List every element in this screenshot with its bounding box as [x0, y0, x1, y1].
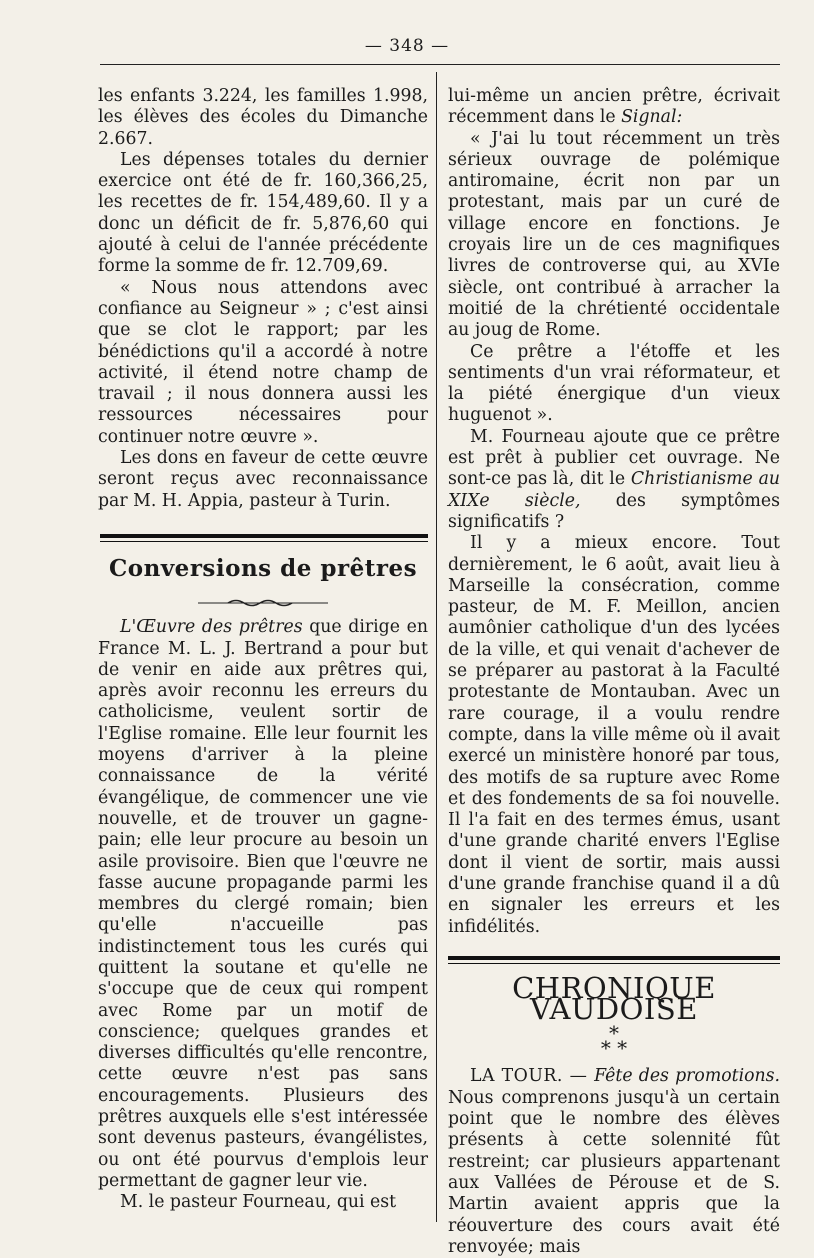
- italic-text: Signal:: [621, 107, 683, 128]
- section-rule-thin: [100, 541, 428, 542]
- paragraph: Ce prêtre a l'étoffe et les sentiments d'un vrai réformateur, et la piété énergique d'un vieux huguenot ».: [448, 341, 780, 426]
- paragraph: M. le pasteur Fourneau, qui est: [120, 1192, 397, 1213]
- ornament-divider: [98, 593, 428, 603]
- section-title: Conversions de prêtres: [108, 554, 418, 582]
- column-divider: [436, 72, 437, 1222]
- paragraph: Les dépenses totales du dernier exercice ont été de fr. 160,366,25, les recettes de fr. 154,489,60. Il y a donc un déficit de fr. 5,876,60 qui ajouté à celui de l'année précédente forme la somme de fr. 12.709,69.: [98, 149, 428, 277]
- paragraph: [448, 1066, 780, 1258]
- paragraph-text: lui-même un ancien prêtre, écrivait récemment dans le: [448, 86, 780, 128]
- paragraph-text: M. Fourneau ajoute que ce prêtre est prêt à publier cet ouvrage. Ne sont-ce pas là, dit le: [448, 426, 780, 490]
- place-name: LA TOUR. —: [470, 1066, 595, 1087]
- section-rule-thick: [448, 956, 780, 960]
- italic-text: Christianisme au XIXe siècle,: [448, 469, 780, 511]
- header-rule: [100, 64, 780, 65]
- paragraph: « Nous nous attendons avec confiance au Seigneur » ; c'est ainsi que se clot le rapport; par les bénédictions qu'il a accordé à notre activité, il étend notre champ de travail ; il nous donnera aussi les ressources nécessaires pour continuer notre œuvre ».: [98, 277, 428, 447]
- paragraph: « J'ai lu tout récemment un très sérieux ouvrage de polémique antiromaine, écrit non par un protestant, mais par un curé de village encore en fonctions. Je croyais lire un de ces magnifiques livres de controverse qui, au XVIe siècle, ont contribué à arracher la moitié de la chrétienté occidentale au joug de Rome.: [448, 128, 780, 341]
- paragraph: Les dons en faveur de cette œuvre seront reçus avec reconnaissance par M. H. Appia, pasteur à Turin.: [98, 448, 428, 511]
- paragraph: [98, 617, 428, 1192]
- paragraph: les enfants 3.224, les familles 1.998, les élèves des écoles du Dimanche 2.667.: [98, 86, 428, 149]
- italic-text: Fête des promotions.: [594, 1066, 780, 1087]
- paragraph: Il y a mieux encore. Tout dernièrement, le 6 août, avait lieu à Marseille la consécration, comme pasteur, de M. F. Meillon, ancien aumônier catholique d'un des lycées de la ville, et qui venait d'achever de se préparer au pastorat à la Faculté protestante de Montauban. Avec un rare courage, il a voulu rendre compte, dans la ville même où il avait exercé un ministère honoré par tous, des motifs de sa rupture avec Rome et des fondements de sa foi nouvelle. Il l'a fait en des termes émus, usant d'une grande charité envers l'Eglise dont il vient de sortir, mais aussi d'une grande franchise quand il a dû en signaler les erreurs et les infidélités.: [448, 533, 780, 937]
- italic-text: L'Œuvre des prêtres: [120, 617, 303, 638]
- paragraph: [448, 86, 780, 129]
- paragraph-text: Nous comprenons jusqu'à un certain point que le nombre des élèves présents à cette solennité fût restreint; car plusieurs appartenant aux Vallées de Pérouse et de S. Martin avaient appris que la réouverture des cours avait été renvoyée; mais: [448, 1087, 780, 1257]
- paragraph: [448, 427, 780, 533]
- asterism: * * *: [600, 1021, 628, 1061]
- chronique-title: CHRONIQUE VAUDOISE: [512, 970, 716, 1027]
- section-rule-thin: [448, 963, 780, 964]
- paragraph-text: que dirige en France M. L. J. Bertrand a pour but de venir en aide aux prêtres qui, après avoir reconnu les erreurs du catholicisme, veulent sortir de l'Eglise romaine. Elle leur fournit les moyens d'arriver à la pleine connaissance de la vérité évangélique, de commencer une vie nouvelle, et de trouver un gagne-pain; elle leur procure au besoin un asile provisoire. Bien que l'œuvre ne fasse aucune propagande parmi les membres du clergé romain; bien qu'elle n'accueille pas indistinctement tous les curés qui quittent la soutane et qu'elle ne s'occupe que de ceux qui rompent avec Rome par un motif de conscience; quelques grandes et diverses difficultés qu'elle rencontre, cette œuvre n'est pas sans encouragements. Plusieurs des prêtres auxquels elle s'est intéressée sont devenus pasteurs, évangélistes, ou ont été pourvus d'emplois leur permettant de gagner leur vie.: [98, 617, 428, 1191]
- section-rule-thick: [100, 534, 428, 538]
- left-column: [98, 86, 428, 1214]
- right-column: [448, 86, 780, 1258]
- page-number: — 348 —: [364, 36, 450, 56]
- paragraph-text: des symptômes significatifs ?: [448, 490, 780, 532]
